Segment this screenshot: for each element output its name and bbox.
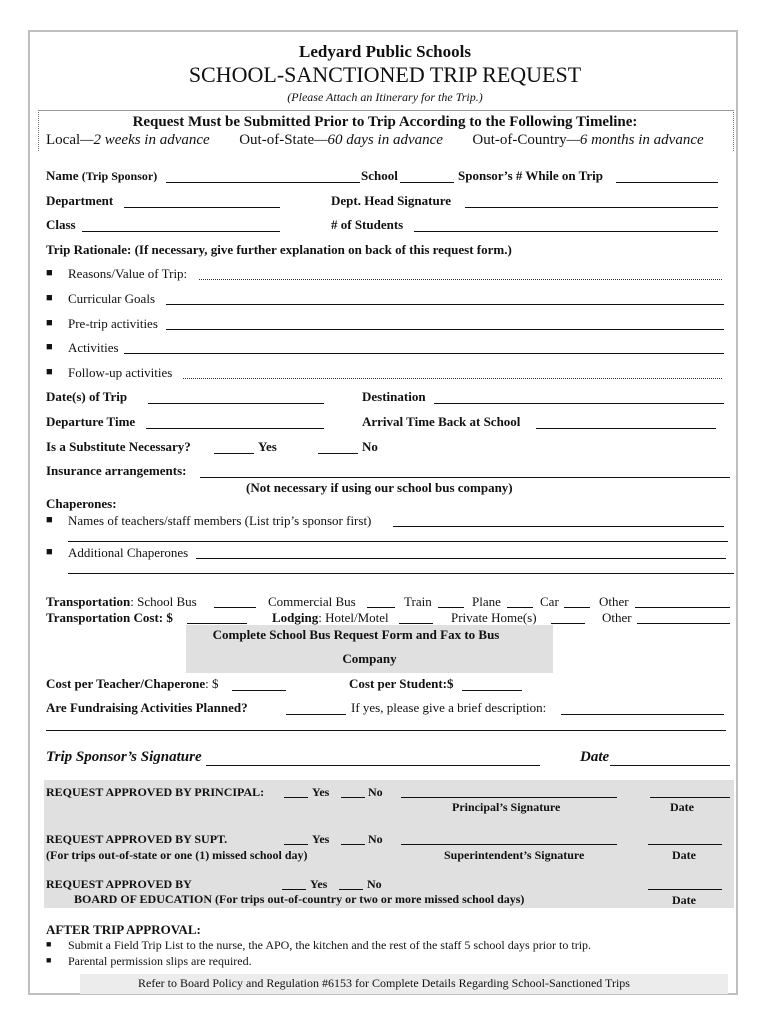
- followup-field[interactable]: [183, 378, 722, 379]
- supt-no: No: [368, 832, 383, 846]
- bullet: ■: [46, 341, 53, 353]
- curricular-label: Curricular Goals: [68, 291, 156, 306]
- department-label: Department: [46, 193, 114, 208]
- board-no-blank[interactable]: [339, 889, 363, 890]
- state-value: —60 days in advance: [314, 132, 443, 148]
- department-field[interactable]: [124, 207, 280, 208]
- country-value: —6 months in advance: [566, 132, 704, 148]
- sponsor-signature-label: Trip Sponsor’s Signature: [46, 749, 202, 765]
- bullet: ■: [46, 366, 53, 378]
- fundraising-label: Are Fundraising Activities Planned?: [46, 700, 248, 715]
- additional-field-2[interactable]: [68, 573, 734, 574]
- supt-label: REQUEST APPROVED BY SUPT.: [46, 832, 228, 846]
- other2-blank[interactable]: [637, 623, 730, 624]
- chaperones-heading: Chaperones:: [46, 496, 117, 511]
- dates-label: Date(s) of Trip: [46, 389, 128, 404]
- class-field[interactable]: [82, 231, 280, 232]
- commercial-label: Commercial Bus: [268, 594, 356, 609]
- supt-date-caption: Date: [672, 848, 696, 862]
- state-label: Out-of-State: [239, 132, 315, 148]
- curricular-field[interactable]: [166, 304, 724, 305]
- train-label: Train: [404, 594, 432, 609]
- departure-label: Departure Time: [46, 414, 136, 429]
- after-item-1: Submit a Field Trip List to the nurse, the APO, the kitchen and the rest of the staff 5 school days prior to trip.: [68, 938, 592, 952]
- substitute-yes-blank[interactable]: [214, 453, 254, 454]
- transport-cost-label: Transportation Cost: $: [46, 610, 173, 625]
- dates-field[interactable]: [148, 403, 324, 404]
- departure-field[interactable]: [146, 428, 324, 429]
- pretrip-label: Pre-trip activities: [68, 316, 158, 331]
- activities-label: Activities: [68, 340, 119, 355]
- private-blank[interactable]: [551, 623, 585, 624]
- school-bus-blank[interactable]: [214, 607, 256, 608]
- student-cost-field[interactable]: [462, 690, 522, 691]
- signature-date-field[interactable]: [610, 765, 730, 766]
- fundraising-desc-field[interactable]: [561, 714, 724, 715]
- reasons-field[interactable]: [199, 279, 722, 280]
- supt-no-blank[interactable]: [341, 844, 365, 845]
- supt-yes: Yes: [312, 832, 330, 846]
- principal-no-blank[interactable]: [341, 797, 365, 798]
- destination-label: Destination: [362, 389, 426, 404]
- sponsor-number-label: Sponsor’s # While on Trip: [458, 168, 603, 183]
- school-label: School: [361, 168, 398, 183]
- board-label-2: BOARD OF EDUCATION (For trips out-of-country or two or more missed school days): [74, 892, 525, 906]
- rationale-heading: Trip Rationale: (If necessary, give further explanation on back of this request form.): [46, 242, 512, 257]
- timeline-row: [46, 132, 704, 149]
- substitute-no: No: [362, 439, 378, 454]
- arrival-label: Arrival Time Back at School: [362, 414, 521, 429]
- name-label: Name (Trip Sponsor): [46, 168, 158, 183]
- timeline-heading: Request Must be Submitted Prior to Trip According to the Following Timeline:: [132, 114, 638, 130]
- insurance-field[interactable]: [200, 477, 730, 478]
- additional-field[interactable]: [196, 558, 726, 559]
- plane-blank[interactable]: [507, 607, 533, 608]
- arrival-field[interactable]: [536, 428, 716, 429]
- board-yes-blank[interactable]: [282, 889, 306, 890]
- fundraising-blank[interactable]: [286, 714, 346, 715]
- country-label: Out-of-Country: [472, 132, 567, 148]
- teachers-field[interactable]: [393, 526, 724, 527]
- activities-field[interactable]: [124, 353, 724, 354]
- students-label: # of Students: [331, 217, 404, 232]
- class-label: Class: [46, 217, 76, 232]
- bullet: ■: [46, 317, 53, 329]
- board-date-field[interactable]: [648, 889, 722, 890]
- insurance-label: Insurance arrangements:: [46, 463, 187, 478]
- bus-request-line2: Company: [342, 651, 397, 666]
- principal-date-caption: Date: [670, 800, 694, 814]
- principal-yes: Yes: [312, 785, 330, 799]
- sponsor-signature-field[interactable]: [206, 765, 540, 766]
- insurance-note: (Not necessary if using our school bus company): [246, 480, 513, 495]
- lodging-row: Lodging: Hotel/Motel: [272, 610, 389, 625]
- hotel-blank[interactable]: [399, 623, 433, 624]
- teacher-cost-label: Cost per Teacher/Chaperone: $: [46, 676, 219, 691]
- school-name: Ledyard Public Schools: [299, 42, 471, 61]
- student-cost-label: Cost per Student:$: [349, 676, 454, 691]
- supt-date-field[interactable]: [648, 844, 722, 845]
- additional-label: Additional Chaperones: [68, 545, 189, 560]
- transportation-row: Transportation: School Bus: [46, 594, 197, 609]
- students-field[interactable]: [414, 231, 718, 232]
- destination-field[interactable]: [434, 403, 724, 404]
- principal-signature-caption: Principal’s Signature: [452, 800, 561, 814]
- school-field[interactable]: [400, 182, 454, 183]
- principal-yes-blank[interactable]: [284, 797, 308, 798]
- board-no: No: [367, 877, 382, 891]
- after-item-2: Parental permission slips are required.: [68, 954, 252, 968]
- bus-request-line1: Complete School Bus Request Form and Fax to Bus: [212, 627, 500, 642]
- car-blank[interactable]: [564, 607, 590, 608]
- local-label: Local: [46, 132, 81, 148]
- form-title: SCHOOL-SANCTIONED TRIP REQUEST: [188, 62, 582, 87]
- principal-signature-field[interactable]: [401, 797, 617, 798]
- other-blank[interactable]: [635, 607, 730, 608]
- other-label: Other: [599, 594, 629, 609]
- supt-signature-field[interactable]: [401, 844, 617, 845]
- footer-note: Refer to Board Policy and Regulation #6153 for Complete Details Regarding School-Sanctioned Trips: [138, 976, 630, 990]
- name-field[interactable]: [166, 182, 360, 183]
- supt-note: (For trips out-of-state or one (1) missed school day): [46, 848, 308, 862]
- car-label: Car: [540, 594, 559, 609]
- commercial-blank[interactable]: [367, 607, 395, 608]
- substitute-no-blank[interactable]: [318, 453, 358, 454]
- train-blank[interactable]: [438, 607, 464, 608]
- bullet: ■: [46, 955, 52, 965]
- after-heading: AFTER TRIP APPROVAL:: [46, 922, 201, 937]
- principal-no: No: [368, 785, 383, 799]
- substitute-label: Is a Substitute Necessary?: [46, 439, 191, 454]
- signature-date-label: Date: [580, 749, 610, 765]
- teacher-cost-field[interactable]: [232, 690, 286, 691]
- followup-label: Follow-up activities: [68, 365, 173, 380]
- supt-yes-blank[interactable]: [284, 844, 308, 845]
- transport-cost-field[interactable]: [187, 623, 247, 624]
- bullet: ■: [46, 939, 52, 949]
- private-label: Private Home(s): [451, 610, 537, 625]
- other2-label: Other: [602, 610, 632, 625]
- bullet: ■: [46, 514, 53, 526]
- supt-signature-caption: Superintendent’s Signature: [444, 848, 585, 862]
- teachers-label: Names of teachers/staff members (List trip’s sponsor first): [68, 513, 372, 528]
- board-date-caption: Date: [672, 893, 696, 907]
- bullet: ■: [46, 292, 53, 304]
- bullet: ■: [46, 267, 53, 279]
- fundraising-desc-label: If yes, please give a brief description:: [351, 700, 547, 715]
- fundraising-desc-field-2[interactable]: [46, 730, 726, 731]
- bullet: ■: [46, 546, 53, 558]
- pretrip-field[interactable]: [166, 329, 724, 330]
- dept-head-label: Dept. Head Signature: [331, 193, 452, 208]
- reasons-label: Reasons/Value of Trip:: [68, 266, 188, 281]
- form-subtitle: (Please Attach an Itinerary for the Trip.): [287, 90, 483, 104]
- board-yes: Yes: [310, 877, 328, 891]
- principal-date-field[interactable]: [650, 797, 730, 798]
- local-value: —2 weeks in advance: [80, 132, 210, 148]
- principal-label: REQUEST APPROVED BY PRINCIPAL:: [46, 785, 265, 799]
- plane-label: Plane: [472, 594, 501, 609]
- board-label-1: REQUEST APPROVED BY: [46, 877, 192, 891]
- teachers-field-2[interactable]: [68, 541, 728, 542]
- sponsor-number-field[interactable]: [616, 182, 718, 183]
- substitute-yes: Yes: [258, 439, 277, 454]
- dept-head-field[interactable]: [465, 207, 718, 208]
